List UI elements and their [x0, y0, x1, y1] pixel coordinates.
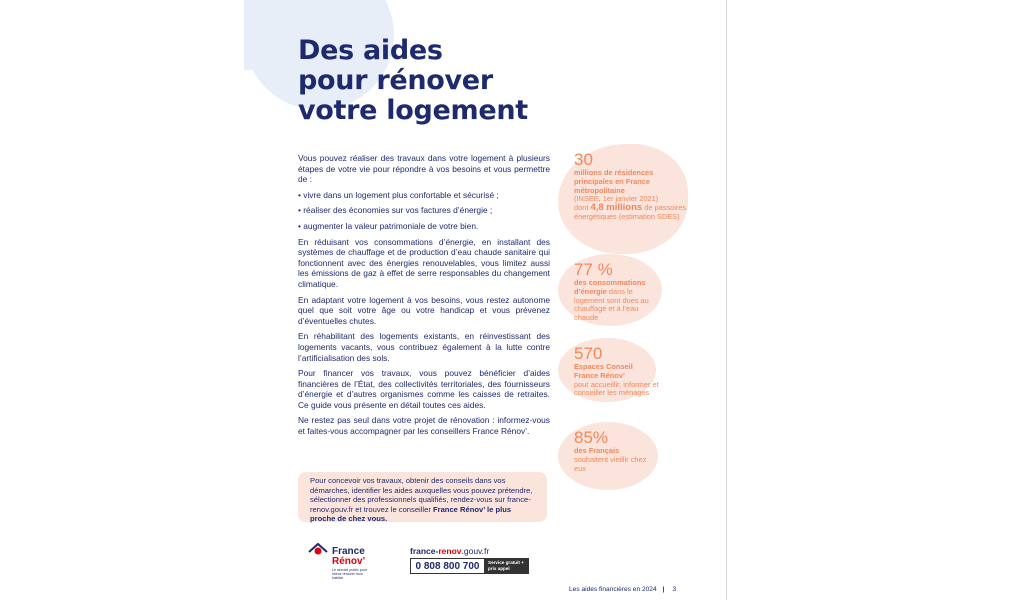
- list-item: • vivre dans un logement plus confortable et sécurisé ;: [298, 189, 499, 200]
- document-page: [244, 0, 727, 600]
- intro-paragraph: Vous pouvez réaliser des travaux dans votre logement à plusieurs étapes de votre vie pour répondre à vos besoins et vous permettre de :: [298, 153, 550, 185]
- url-suffix: .gouv.fr: [461, 546, 490, 556]
- phone-tag: Service gratuit + prix appel: [485, 558, 529, 574]
- stat-text: pour accueillir, informer et conseiller les ménages: [574, 379, 659, 398]
- logo-tagline: Le service public pour mieux rénover mon habitat: [332, 568, 367, 580]
- page-title: [298, 36, 598, 126]
- list-item: • augmenter la valeur patrimoniale de votre bien.: [298, 220, 479, 231]
- stat-bold-text: des Français: [574, 446, 620, 455]
- france-renov-logo: [308, 542, 378, 582]
- stat-espaces: [566, 344, 686, 398]
- stat-extra-text: de passoires énergétiques (estimation SDES): [574, 203, 687, 221]
- stat-number: 85%: [574, 428, 609, 447]
- stat-number: 570: [574, 344, 603, 363]
- page-divider: [726, 0, 727, 600]
- body-text: [298, 153, 550, 442]
- stat-bold-text: millions de résidences principales en France métropolitaine: [574, 168, 654, 195]
- phone-number: 0 808 800 700: [410, 558, 485, 574]
- stat-bold-text: Espaces Conseil France Rénov’: [574, 362, 633, 380]
- paragraph: Pour financer vos travaux, vous pouvez bénéficier d’aides financières de l’État, des collectivités territoriales, des fournisseurs d’énergie et d’autres organismes comme les caisses de retraites. Ce guide vous présente en détail toutes ces aides.: [298, 368, 550, 410]
- stat-number: 77 %: [574, 260, 613, 279]
- info-callout: [298, 472, 547, 522]
- title-line: Des aides: [298, 35, 443, 66]
- url-red-part: renov: [438, 546, 462, 556]
- page-footer: [569, 586, 676, 593]
- stat-text: souhaitent vieillir chez eux: [574, 454, 647, 473]
- stat-extra-bold: 4,8 millions: [590, 202, 643, 214]
- phone-contact: [410, 558, 530, 574]
- callout-text: Pour concevoir vos travaux, obtenir des conseils dans vos démarches, identifier les aides auxquelles vous pouvez prétendre, sélectionner des professionnels qualifiés, rendez-vous sur france-renov.gouv.fr et trouvez le conseiller: [310, 476, 533, 514]
- logo-text-renov: Rénov’: [332, 556, 366, 567]
- paragraph: Ne restez pas seul dans votre projet de rénovation : informez-vous et faites-vous accompagner par les conseillers France Rénov’.: [298, 415, 550, 437]
- callout-bold-text: France Rénov’ le plus proche de chez vous.: [310, 504, 512, 524]
- stat-number: 30: [574, 150, 593, 169]
- paragraph: En adaptant votre logement à vos besoins, vous restez autonome quel que soit votre âge ou votre handicap et vous prévenez d’éventuelles chutes.: [298, 294, 550, 326]
- stat-residences: [566, 150, 706, 222]
- logo-text-france: France: [332, 546, 365, 557]
- footer-separator: |: [662, 586, 665, 593]
- footer-label: Les aides financières en 2024: [569, 586, 657, 593]
- stat-french: [566, 428, 676, 473]
- stat-energy: [566, 260, 686, 323]
- stat-bold-text: des consommations d’énergie: [574, 278, 646, 296]
- title-line: votre logement: [298, 95, 528, 126]
- stat-extra: [574, 204, 694, 222]
- benefits-list: [298, 190, 550, 232]
- title-line: pour rénover: [298, 65, 493, 96]
- paragraph: En réhabilitant des logements existants, en réinvestissant des logements vacants, vous contribuez également à la lutte contre l’artificialisation des sols.: [298, 331, 550, 363]
- house-icon: [308, 542, 328, 556]
- paragraph: En réduisant vos consommations d’énergie, en installant des systèmes de chauffage et de production d’eau chaude sanitaire qui fonctionnent avec des énergies renouvelables, vous limitez aussi les émissions de gaz à effet de serre responsables du changement climatique.: [298, 236, 550, 289]
- url-prefix: france-: [410, 546, 439, 556]
- stat-text: dans le logement sont dues au chauffage et à l’eau chaude: [574, 286, 649, 323]
- website-url: [410, 546, 489, 556]
- stat-extra-prefix: dont: [574, 203, 589, 213]
- list-item: • réaliser des économies sur vos factures d’énergie ;: [298, 205, 493, 216]
- stat-source: (INSEE, 1er janvier 2021): [574, 194, 659, 204]
- page-number: 3: [672, 586, 677, 593]
